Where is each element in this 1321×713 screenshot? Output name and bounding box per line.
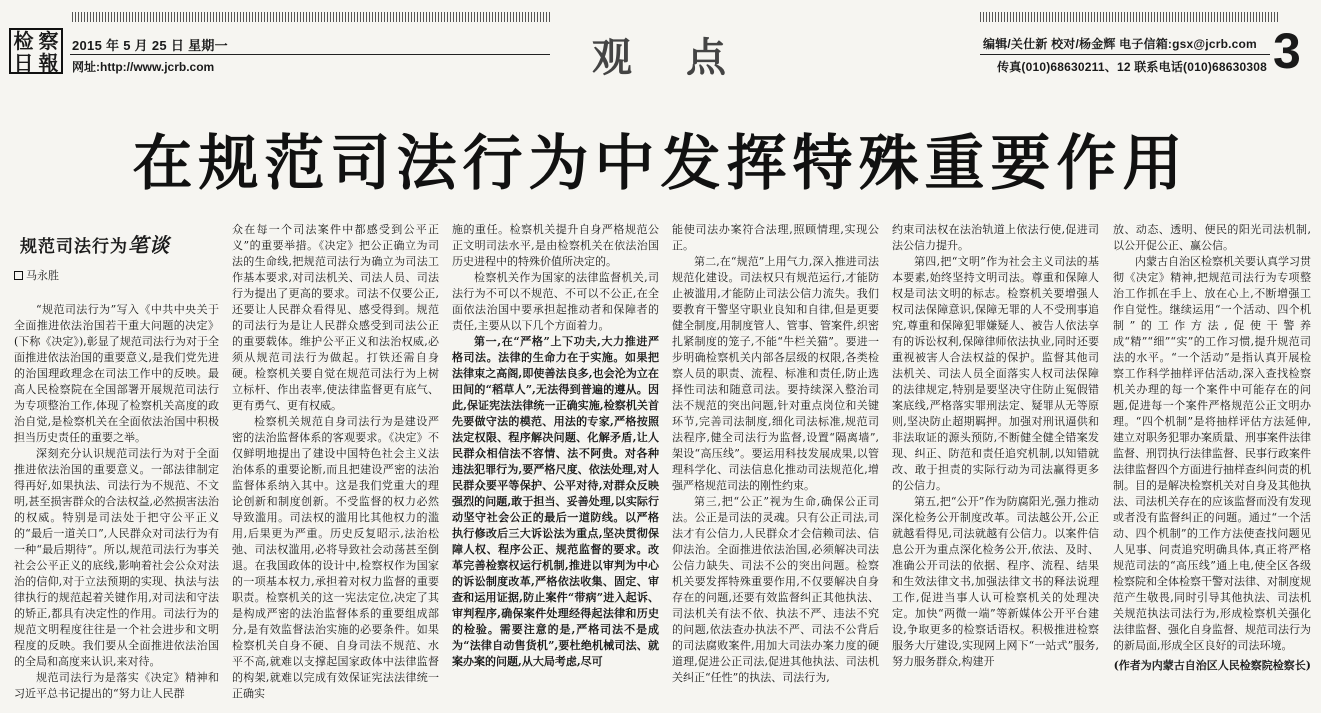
article-headline: 在规范司法行为中发挥特殊重要作用 bbox=[132, 129, 1189, 199]
masthead-hatch-left bbox=[72, 12, 550, 22]
paragraph: 施的重任。检察机关提升自身严格规范公正文明司法水平,是由检察机关在依法治国历史进程中的特殊价值所决定的。 bbox=[452, 223, 659, 268]
paragraph: 内蒙古自治区检察机关要认真学习贯彻《决定》精神,把规范司法行为专项整治工作抓在手上、放在心上,不断增强工作自觉性。继续运用“一个活动、四个机制”的工作方法,促使干警养成“精”“细”“实”的工作习惯,提升规范司法的水平。“一个活动”是指认真开展检察工作科学抽样评估活动,深入查找检察机关办理的每一个案件中可能存在的问题,促进每一个案件严格规范公正文明办理。“四个机制”是将抽样评估方法延伸,建立对职务犯罪办案质量、刑事案件法律监督、刑罚执行法律监督、民事行政案件法律监督四个方面进行抽样查纠问责的机制。目的是解决检察机关对自身及其他执法、司法机关存在的应该监督而没有发现或者没有监督纠正的问题。通过“一个活动、四个机制”的工作方法使查找问题见人见事、问责追究明确具体,真正将严格规范司法的“高压线”通上电,使全区各级检察院和全体检察干警对法律、对制度规范产生敬畏,同时引导其他执法、司法机关规范执法司法行为,形成检察机关强化法律监督、强化自身监督、规范司法行为的新局面,形成全区良好的司法环境。 bbox=[1113, 255, 1311, 652]
article-column-6 bbox=[1113, 222, 1311, 710]
byline-box-icon bbox=[14, 271, 23, 280]
author-note: (作者为内蒙古自治区人民检察院检察长) bbox=[1113, 659, 1311, 672]
newspaper-logo: 检 察 日 報 bbox=[9, 28, 63, 74]
paragraph: 第四,把“文明”作为社会主义司法的基本要素,始终坚持文明司法。尊重和保障人权是司法文明的标志。检察机关要增强人权司法保障意识,保障无罪的人不受刑事追究,尊重和保障犯罪嫌疑人、被告人依法享有的诉讼权利,保障律师依法执业,同时还要重视被害人合法权益的保护。监督其他司法机关、司法人员全面落实人权司法保障的法律规定,特别是要坚决守住防止冤假错案底线,严格落实罪刑法定、疑罪从无等原则,坚决防止超期羁押。加强对刑讯逼供和非法取证的源头预防,不断健全健全错案发现、纠正、防范和责任追究机制,以知错就改、敢于担责的实际行动为司法赢得更多的公信力。 bbox=[892, 255, 1099, 492]
paragraph: 第三,把“公正”视为生命,确保公正司法。公正是司法的灵魂。只有公正司法,司法才有公信力,人民群众才会信赖司法、信仰法治。全面推进依法治国,必须解决司法公信力缺失、司法不公的突出问题。检察机关要发挥特殊重要作用,不仅要解决自身存在的问题,还要有效监督纠正其他执法、司法机关有法不依、执法不严、违法不究的问题,依法查办执法不严、司法不公背后的司法腐败案件,用加大司法办案力度的硬道理,促进公正司法,促进其他执法、司法机关纠正“任性”的执法、司法行为, bbox=[672, 495, 879, 684]
paragraph: 约束司法权在法治轨道上依法行使,促进司法公信力提升。 bbox=[892, 223, 1099, 252]
paragraph: 第二,在“规范”上用气力,深入推进司法规范化建设。司法权只有规范运行,才能防止被滥用,才能防止司法公信力流失。我们要教育干警坚守职业良知和自律,但是更要健全制度,用制度管人、管事、管案件,织密扎紧制度的笼子,不能“牛栏关猫”。要进一步明确检察机关内部各层级的权限,各类检察人员的职责、流程、标准和责任,防止选择性司法和随意司法。要持续深入整治司法不规范的突出问题,针对重点岗位和关键环节,完善司法制度,细化司法标准,规范司法程序,健全司法行为监督,设置“隔离墙”,架设“高压线”。要运用科技发展成果,以管理科学化、司法信息化推动司法规范化,增强严格规范司法的刚性约束。 bbox=[672, 255, 879, 492]
paragraph: 检察机关作为国家的法律监督机关,司法行为不可以不规范、不可以不公正,在全面依法治国中要承担起推动者和保障者的责任,主要从以下几个方面着力。 bbox=[452, 271, 659, 332]
page-number: 3 bbox=[1273, 23, 1301, 79]
column-title-text: 规范司法行为 bbox=[20, 237, 128, 257]
article-column-1 bbox=[14, 222, 219, 710]
paragraph: 检察机关规范自身司法行为是建设严密的法治监督体系的客观要求。《决定》不仅鲜明地提出了建设中国特色社会主义法治体系的重要论断,而且把建设严密的法治监督体系纳入其中。这是我们党重大的理论创新和制度创新。不受监督的权力必然导致滥用。司法权的滥用比其他权力的滥用,后果更为严重。历史反复昭示,法治松弛、司法权滥用,必将导致社会动荡甚至倒退。在我国政体的设计中,检察权作为国家的一项基本权力,承担着对权力监督的重要职责。检察机关的这一宪法定位,决定了其是构成严密的法治监督体系的重要组成部分,是有效监督法治实施的必要条件。如果检察机关自身不硬、自身司法不规范、水平不高,就难以支撑起国家政体中法律监督的构架,就难以完成有效保证宪法法律统一正确实 bbox=[232, 415, 439, 700]
article-column-3 bbox=[452, 222, 659, 710]
byline bbox=[14, 268, 219, 284]
article-column-5 bbox=[892, 222, 1099, 710]
paragraph: 放、动态、透明、便民的阳光司法机制,以公开促公正、赢公信。 bbox=[1113, 223, 1311, 252]
contact-info: 传真(010)68630211、12 联系电话(010)68630308 bbox=[997, 60, 1268, 74]
masthead-rule-right bbox=[980, 54, 1270, 55]
paragraph: 能使司法办案符合法理,照顾情理,实现公正。 bbox=[672, 223, 879, 252]
masthead-hatch-right bbox=[980, 12, 1280, 22]
paragraph: “规范司法行为”写入《中共中央关于全面推进依法治国若干重大问题的决定》(下称《决定》),彰显了规范司法行为对于全面推进依法治国的重要意义,是我们党先进的治国理政理念在司法工作中的反映。最高人民检察院在全国部署开展规范司法行为专项整治工作,体现了检察机关高度的政治自觉,是检察机关在全面依法治国中积极担当历史责任的重要之举。 bbox=[14, 303, 219, 444]
paragraph: 规范司法行为是落实《决定》精神和习近平总书记提出的“努力让人民群 bbox=[14, 671, 219, 700]
issue-date: 2015 年 5 月 25 日 星期一 bbox=[72, 38, 228, 53]
article-column-4 bbox=[672, 222, 879, 710]
section-title: 观点 bbox=[592, 35, 780, 81]
paragraph: 第一,在“严格”上下功夫,大力推进严格司法。法律的生命力在于实施。如果把法律束之高阁,即使善法良多,也会沦为立在田间的“稻草人”,无法得到普遍的遵从。因此,保证宪法法律统一正确实施,检察机关首先要做守法的模范、用法的专家,严格按照法定权限、程序解决问题、化解矛盾,让人民群众相信法不容情、法不阿贵。对各种违法犯罪行为,要严格尺度、依法处理,对人民群众要平等保护、公平对待,对群众反映强烈的问题,敢于担当、妥善处理,以实际行动坚守社会公正的最后一道防线。以严格执行修改后三大诉讼法为重点,坚决贯彻保障人权、程序公正、规范监督的要求。改革完善检察权运行机制,推进以审判为中心的诉讼制度改革,严格依法收集、固定、审查和运用证据,防止案件“带病”进入起诉、审判程序,确保案件处理经得起法律和历史的检验。需要注意的是,严格司法不是成为“法律自动售货机”,要杜绝机械司法、就案办案的问题,从大局考虑,尽可 bbox=[452, 335, 659, 668]
paragraph: 深刻充分认识规范司法行为对于全面推进依法治国的重要意义。一部法律制定得再好,如果执法、司法行为不规范、不文明,甚至损害群众的合法权益,必然损害法治的权威。特别是司法处于把守公平正义的“最后一道关口”,人民群众对司法行为有一种“最后期待”。所以,规范司法行为事关社会公平正义的底线,影响着社会公众对法治的信仰,对于立法预期的实现、执法与法律执行的规范起着关键作用,对司法和守法的矫正,都具有决定性的作用。司法行为的规范文明程度往往是一个社会进步和文明程度的反映。我们要从全面推进依法治国的全局和高度来认识,来对待。 bbox=[14, 447, 219, 668]
paragraph: 第五,把“公开”作为防腐阳光,强力推动深化检务公开制度改革。司法越公开,公正就越看得见,司法就越有公信力。以案件信息公开为重点深化检务公开,依法、及时、准确公开司法的依据、程序、流程、结果和生效法律文书,加强法律文书的释法说理工作,促进当事人认可检察机关的处理决定。加快“两微一端”等新媒体公开平台建设,争取更多的检察话语权。积极推进检察服务大厅建设,实现网上网下“一站式”服务,努力服务群众,构建开 bbox=[892, 495, 1099, 668]
masthead-rule-left bbox=[70, 54, 550, 55]
author-name: 马永胜 bbox=[26, 269, 59, 282]
column-title-script: 笔谈 bbox=[128, 233, 170, 257]
article-column-2 bbox=[232, 222, 439, 710]
website-url: 网址:http://www.jcrb.com bbox=[72, 60, 215, 74]
masthead bbox=[0, 0, 1321, 80]
column-title bbox=[20, 234, 219, 258]
paragraph: 众在每一个司法案件中都感受到公平正义”的重要举措。《决定》把公正确立为司法的生命线,把规范司法行为确立为司法工作基本要求,对司法机关、司法人员、司法行为提出了更高的要求。司法不仅要公正,还要让人民群众看得见、感受得到。规范的司法行为是让人民群众感受到司法公正的重要载体。维护公平正义和法治权威,必须从规范司法行为做起。打铁还需自身硬。检察机关要自觉在规范司法行为上树立标杆、作出表率,使法律监督更有底气、更有勇气、更有权威。 bbox=[232, 223, 439, 412]
editor-credits: 编辑/关仕新 校对/杨金辉 电子信箱:gsx@jcrb.com bbox=[983, 37, 1257, 51]
